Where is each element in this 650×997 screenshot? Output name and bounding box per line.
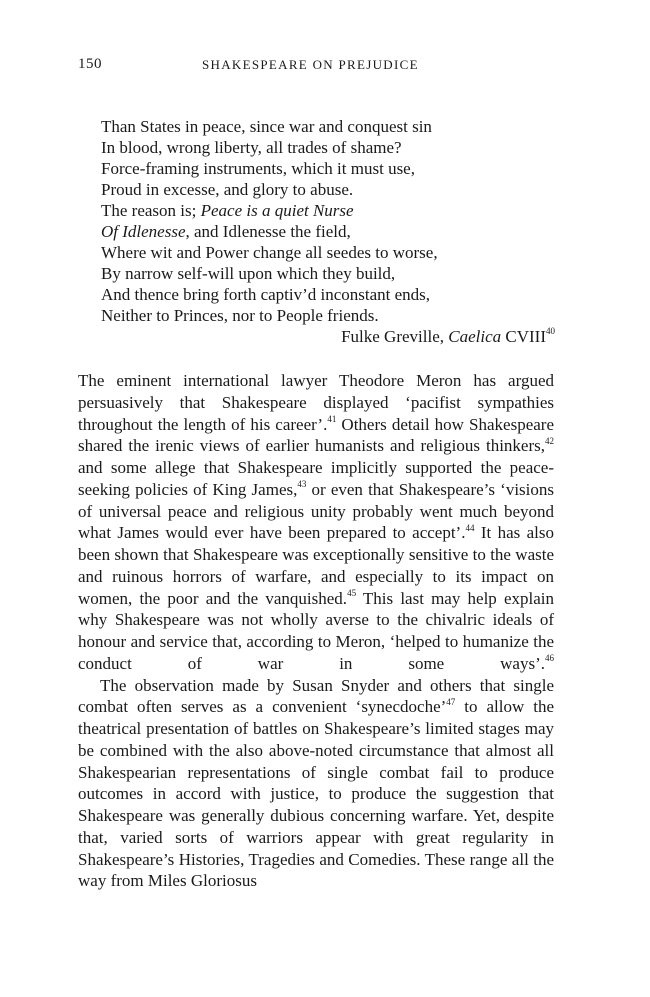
text-line: ruinous horrors of warfare, and especially to its impact on [112, 566, 555, 586]
verse-line [101, 200, 555, 221]
text-line: It has also been shown that [78, 523, 555, 564]
footnote-ref: 41 [327, 413, 337, 424]
text-line: may be combined with the also above-noted circumstance that [78, 719, 555, 760]
footnote-ref: 46 [545, 653, 554, 664]
running-title: SHAKESPEARE ON PREJUDICE [202, 57, 419, 72]
text-line: ideals of honour and service that, according to Meron, ‘helped [78, 610, 554, 651]
text-line: This last may help [356, 588, 497, 608]
text-line: throughout the length of his career’. [78, 414, 328, 434]
text-line: The observation made by Susan Snyder and others that single [100, 675, 554, 695]
quoted-phrase: Of Idlenesse [101, 222, 186, 241]
verse-line: And thence bring forth captiv’d inconstant ends, [101, 285, 431, 304]
running-head [78, 56, 554, 78]
text-line: and some allege that Shakespeare implicitly [78, 458, 397, 477]
footnote-ref: 42 [545, 435, 555, 446]
text-line: that Shakespeare’s ‘visions of universal peace and religious [78, 479, 555, 521]
verse-line [101, 221, 555, 242]
text-line: and Comedies. These range all the way from Miles Gloriosus [78, 849, 554, 891]
epigraph [101, 116, 555, 347]
footnote-ref: 43 [297, 479, 307, 490]
verse-line: Where wit and Power change all seedes to worse, [101, 243, 438, 262]
text-line: persuasively that Shakespeare displayed ‘pacifist sympathies [78, 392, 554, 412]
page-number: 150 [78, 56, 102, 72]
verse-text: The reason is; [101, 201, 201, 220]
attribution-section: CVIII [501, 327, 546, 346]
text-line: with great regularity in Shakespeare’s Histories, Tragedies [78, 827, 554, 869]
attribution-author: Fulke Greville, [341, 327, 449, 346]
verse-line: Than States in peace, since war and conquest sin [101, 117, 432, 136]
paragraph [78, 370, 554, 675]
text-line: almost all Shakespearian representations of single combat fail [78, 740, 554, 782]
text-line: or even [306, 479, 363, 499]
text-line: to produce outcomes in accord with justice, to produce the [78, 762, 554, 804]
footnote-ref: 44 [465, 522, 475, 533]
quoted-phrase: Peace is a quiet Nurse [200, 201, 354, 220]
verse-line: By narrow self-will upon which they build, [101, 264, 396, 283]
text-line: warfare. Yet, despite that, varied sorts of warriors appear [78, 806, 554, 847]
text-line: The eminent international lawyer Theodore Meron has argued [78, 371, 554, 390]
text-line: unity probably went much beyond what James would ever [78, 501, 554, 543]
verse-line: Proud in excesse, and glory to abuse. [101, 180, 354, 199]
text-line: supported the peace-seeking policies of King James, [78, 458, 554, 499]
footnote-ref: 40 [546, 326, 555, 337]
footnote-ref: 45 [347, 587, 357, 598]
text-line: women, the poor and the vanquished. [78, 588, 348, 608]
text-line: theatrical presentation of battles on Shakespeare’s limited stages [78, 719, 520, 738]
text-line: combat often serves as a convenient ‘synecdoche’ [78, 697, 447, 717]
verse-line: Force-framing instruments, which it must use, [101, 159, 415, 178]
paragraph [78, 675, 554, 893]
text-line: to allow the [455, 697, 554, 717]
text-line: to humanize the conduct of war in some ways’. [78, 632, 554, 673]
text-line: Shakespeare was exceptionally sensitive to the waste and [78, 545, 554, 586]
attribution-work: Caelica [448, 327, 502, 346]
text-line: explain why Shakespeare was not wholly averse to the chivalric [78, 588, 555, 630]
verse-line: Neither to Princes, nor to People friends. [101, 306, 379, 325]
text-line: Others detail how [336, 414, 464, 434]
verse-text: , and Idlenesse the field, [185, 222, 351, 241]
text-line: have been prepared to accept’. [249, 523, 466, 543]
text-line: Shakespeare shared the irenic views of earlier humanists and [78, 414, 555, 456]
text-line: suggestion that Shakespeare was generally dubious concerning [78, 784, 554, 825]
text-line: religious thinkers, [420, 436, 546, 456]
body-text [78, 370, 554, 892]
epigraph-attribution [101, 326, 555, 347]
verse-line: In blood, wrong liberty, all trades of shame? [101, 138, 402, 157]
footnote-ref: 47 [446, 696, 456, 707]
